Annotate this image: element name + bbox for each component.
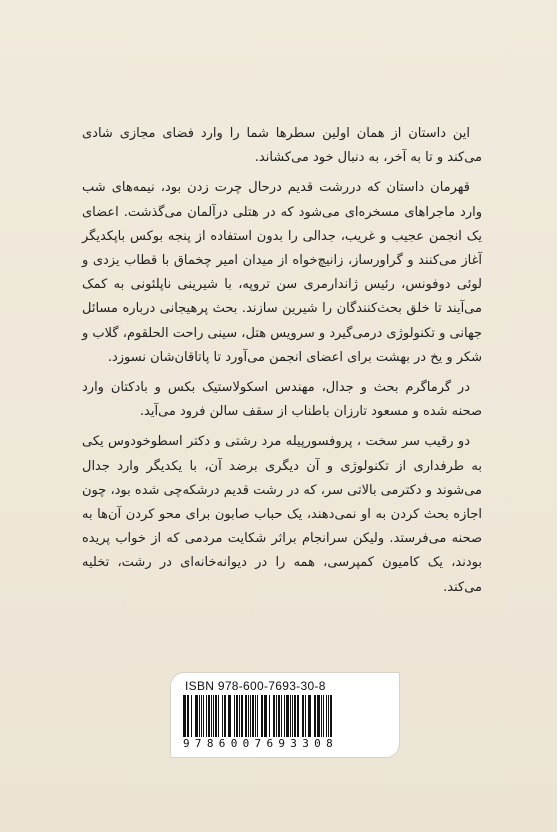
barcode-digit: 7: [254, 737, 264, 750]
barcode-digit: 7: [194, 737, 204, 750]
barcode-bar: [224, 695, 226, 737]
barcode-bar: [239, 695, 240, 737]
barcode-bar: [328, 695, 329, 737]
barcode-bar: [297, 695, 299, 737]
barcode-bar: [234, 695, 235, 737]
barcode-digit: 0: [314, 737, 324, 750]
barcode-bar: [273, 695, 275, 737]
barcode-bar: [281, 695, 282, 737]
barcode-bar: [236, 695, 238, 737]
barcode-bar: [317, 695, 320, 737]
barcode-bar: [257, 695, 258, 737]
barcode-bar: [218, 695, 219, 737]
barcode-bar: [276, 695, 277, 737]
barcode-bar: [250, 695, 251, 737]
barcode-bar: [314, 695, 316, 737]
barcode-digit: 3: [302, 737, 312, 750]
barcode-bar: [206, 695, 207, 737]
blurb-paragraph: در گرماگرم بحث و جدال، مهندس اسکولاستیک بکس و بادکتان وارد صحنه شده و مسعود تارزان باطناب از سقف سالن فرود می‌آید.: [82, 380, 482, 420]
barcode-bar: [222, 695, 223, 737]
barcode-digit: 8: [206, 737, 216, 750]
barcode-digits: [183, 737, 335, 750]
barcode-bar: [261, 695, 263, 737]
barcode-bar: [255, 695, 256, 737]
barcode-bars: [183, 695, 335, 737]
barcode-bar: [191, 695, 192, 737]
barcode-bar: [323, 695, 324, 737]
barcode-bar: [211, 695, 212, 737]
barcode-bar: [321, 695, 322, 737]
barcode-bar: [213, 695, 214, 737]
barcode-bar: [286, 695, 289, 737]
barcode-digit: 9: [278, 737, 288, 750]
barcode-digit: 8: [326, 737, 335, 750]
barcode-bar: [290, 695, 291, 737]
blurb-paragraph: این داستان از همان اولین سطرها شما را وارد فضای مجازی شادی می‌کند و تا به آخر، به دنبال خود می‌کشاند.: [82, 126, 482, 166]
barcode-bar: [302, 695, 304, 737]
barcode-bar: [215, 695, 217, 737]
barcode-bar: [183, 695, 186, 737]
barcode-bar: [278, 695, 280, 737]
blurb-paragraph: قهرمان داستان که دررشت قدیم درحال چرت زدن بود، نیمه‌های شب وارد ماجراهای مسخره‌ای می‌شود که در هتلی درآلمان می‌گذشت. اعضای یک انجمن عجیب و غریب، جدالی را بدون استفاده از پنجه بوکس باپکدیگر آغاز می‌کنند و گراورساز، زانیچ‌خواه از میدان امیر چخماق با قطاب یزدی و لوئی دوفونس، رئیس ژاندارمری سن تروپه، با شیرینی ناپلئونی به کمک می‌آیند تا خلق بحث‌کنندگان را شیرین سازند. بحث پرهیجانی درباره مسائل جهانی و تکنولوژی درمی‌گیرد و سرویس هتل، سینی راحت الحلقوم، گلاب و شکر و یخ در بهشت برای اعضای انجمن می‌آورد تا پاتاقان‌شان نسوزد.: [82, 180, 482, 365]
barcode-bar: [284, 695, 285, 737]
barcode-bar: [187, 695, 189, 737]
blurb-text: [82, 122, 482, 606]
barcode-digit: 6: [266, 737, 276, 750]
barcode-bar: [203, 695, 204, 737]
barcode-bar: [248, 695, 249, 737]
barcode-digit: 6: [218, 737, 228, 750]
barcode-label: [170, 672, 400, 758]
barcode-bar: [241, 695, 243, 737]
barcode-bar: [208, 695, 210, 737]
barcode-bar: [326, 695, 327, 737]
barcode-digit: 0: [242, 737, 252, 750]
barcode-bar: [330, 695, 332, 737]
barcode-bar: [228, 695, 231, 737]
barcode-bar: [294, 695, 296, 737]
barcode-bar: [308, 695, 311, 737]
blurb-paragraph: دو رقیب سر سخت ، پروفسورپیله مرد رشتی و دکتر اسطوخودوس یکی به طرفداری از تکنولوژی و آن دیگری برضد آن، با یکدیگر وارد جدال می‌شوند و دکترمی بالاتی سر، که در رشت قدیم درشکه‌چی شده بود، چون اجازه بحث کردن به او نمی‌دهند، یک حباب صابون برای محو کردن آن‌ها به صحنه می‌فرستد. ولیکن سرانجام براثر شکایت مردمی که از خواب پریده بودند، یک کامیون کمپرسی، همه را در دیوانه‌خانه‌ای در رشت، تخلیه می‌کند.: [82, 434, 482, 595]
isbn-number: ISBN 978-600-7693-30-8: [185, 679, 326, 693]
barcode-bar: [264, 695, 267, 737]
barcode-bar: [245, 695, 247, 737]
barcode-digit: 0: [230, 737, 240, 750]
barcode-bar: [195, 695, 198, 737]
barcode-bar: [252, 695, 254, 737]
barcode-bar: [269, 695, 270, 737]
barcode-bar: [201, 695, 202, 737]
barcode-digit: 3: [290, 737, 300, 750]
barcode-bar: [305, 695, 306, 737]
barcode-bar: [199, 695, 200, 737]
barcode-digit: 9: [183, 737, 192, 750]
barcode-bar: [292, 695, 293, 737]
